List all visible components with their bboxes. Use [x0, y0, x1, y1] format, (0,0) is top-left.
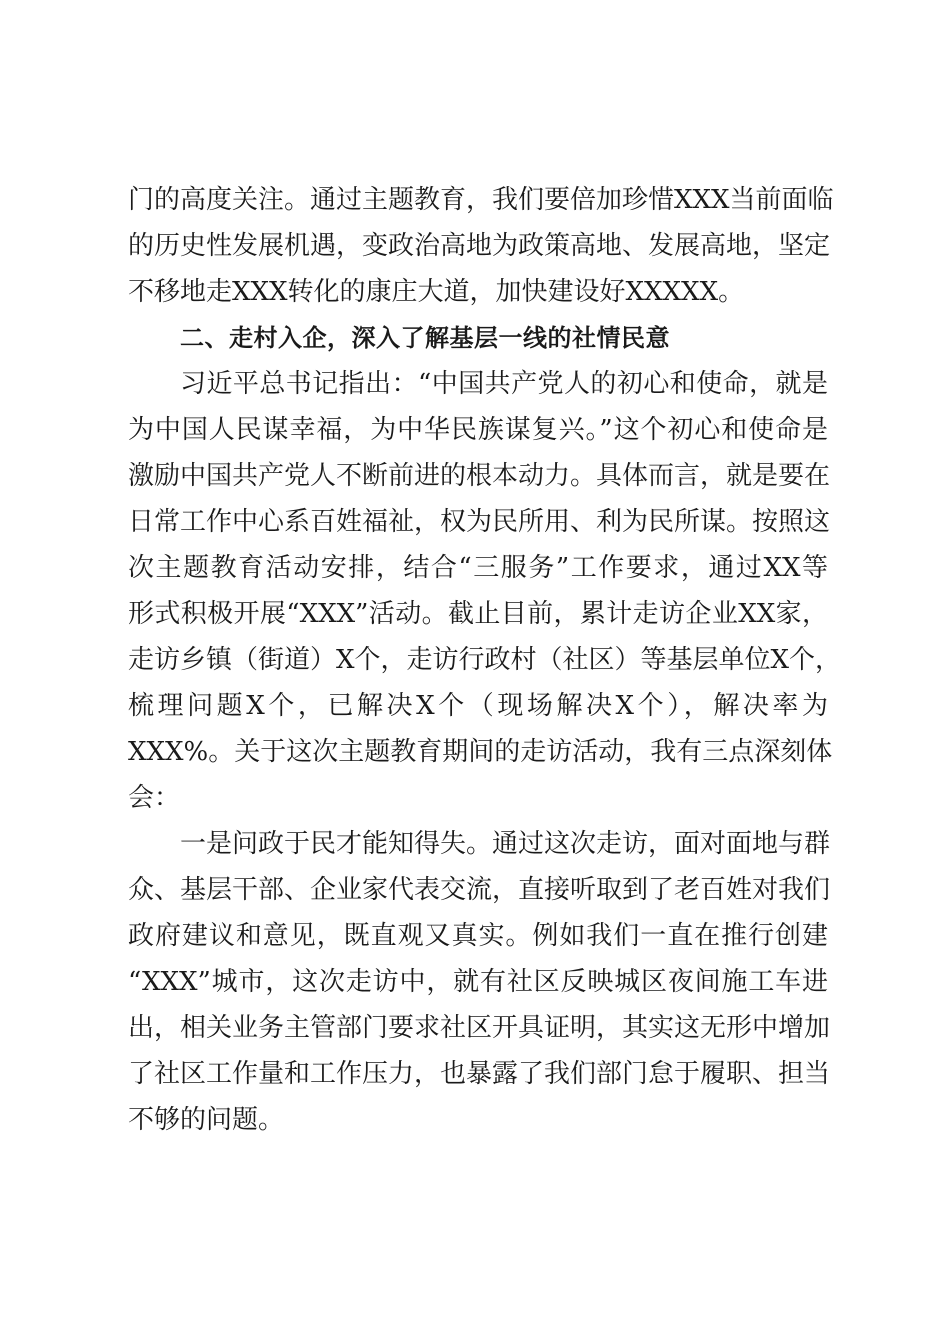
- text-line: “XXX”城市，这次走访中，就有社区反映城区夜间施工车进: [128, 967, 828, 997]
- text-line: 为中国人民谋幸福，为中华民族谋复兴。”这个初心和使命是: [128, 415, 828, 445]
- text-line: 会：: [128, 783, 181, 813]
- text-line: 次主题教育活动安排，结合“三服务”工作要求，通过XX等: [128, 553, 828, 583]
- text-line: 出，相关业务主管部门要求社区开具证明，其实这无形中增加: [128, 1013, 831, 1043]
- text-line: 梳理问题X个，已解决X个（现场解决X个），解决率为: [128, 691, 828, 721]
- text-line: 一是问政于民才能知得失。通过这次走访，面对面地与群: [180, 829, 831, 859]
- paragraph: [128, 361, 842, 821]
- text-line: 众、基层干部、企业家代表交流，直接听取到了老百姓对我们: [128, 875, 831, 905]
- text-line: 不移地走XXX转化的康庄大道，加快建设好XXXXX。: [128, 277, 745, 307]
- text-line: XXX%。关于这次主题教育期间的走访活动，我有三点深刻体: [128, 737, 833, 767]
- text-line: 的历史性发展机遇，变政治高地为政策高地、发展高地，坚定: [128, 231, 831, 261]
- text-line: 日常工作中心系百姓福祉，权为民所用、利为民所谋。按照这: [128, 507, 831, 537]
- text-line: 走访乡镇（街道）X个，走访行政村（社区）等基层单位X个，: [128, 645, 842, 675]
- text-line: 激励中国共产党人不断前进的根本动力。具体而言，就是要在: [128, 461, 831, 491]
- text-line: 习近平总书记指出：“中国共产党人的初心和使命，就是: [180, 369, 828, 399]
- heading-line: 二、走村入企，深入了解基层一线的社情民意: [180, 324, 670, 352]
- text-line: 不够的问题。: [128, 1105, 285, 1135]
- text-line: 了社区工作量和工作压力，也暴露了我们部门怠于履职、担当: [128, 1059, 831, 1089]
- section-heading: [128, 315, 828, 361]
- text-line: 形式积极开展“XXX”活动。截止目前，累计走访企业XX家，: [128, 599, 828, 629]
- text-line: 门的高度关注。通过主题教育，我们要倍加珍惜XXX当前面临: [128, 185, 834, 215]
- paragraph: [128, 821, 831, 1143]
- document-body: [128, 177, 842, 1143]
- paragraph-continuation: [128, 177, 834, 315]
- text-line: 政府建议和意见，既直观又真实。例如我们一直在推行创建: [128, 921, 828, 951]
